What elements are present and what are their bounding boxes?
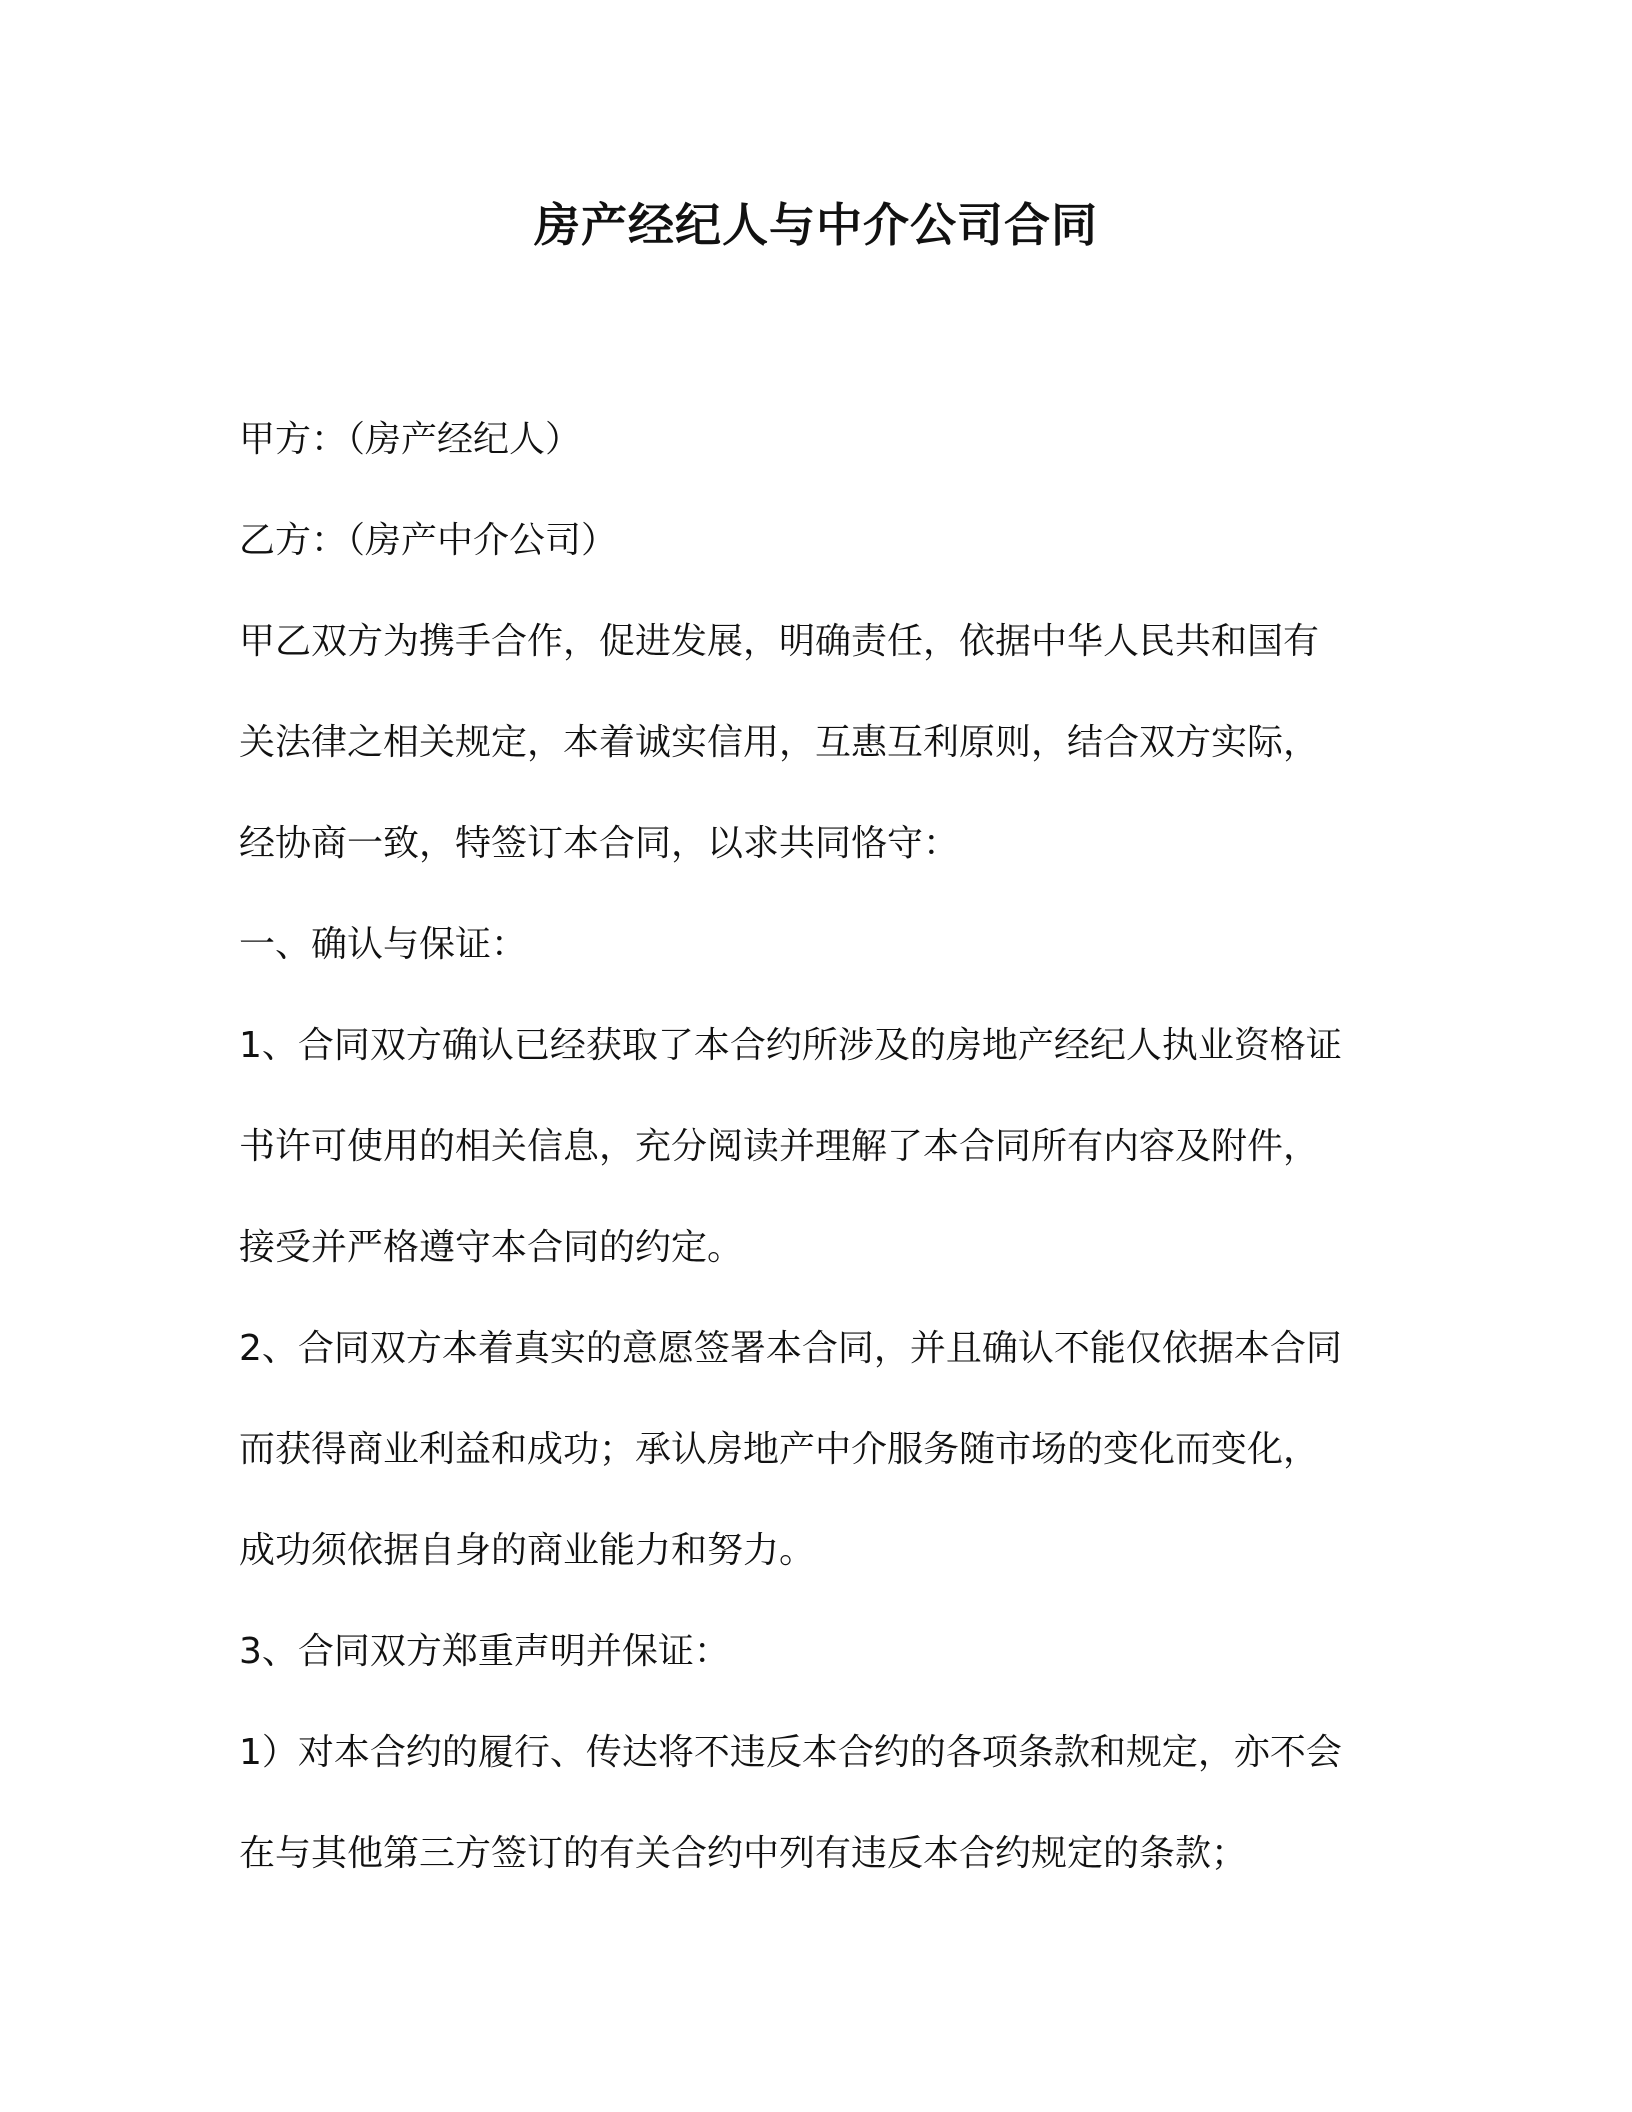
preamble-line-3: 经协商一致，特签订本合同，以求共同恪守： [239, 823, 960, 864]
clause-3-line-1: 3、合同双方郑重声明并保证： [239, 1631, 730, 1672]
clause-1-line-1: 1、合同双方确认已经获取了本合约所涉及的房地产经纪人执业资格证 [239, 1025, 1342, 1066]
preamble-line-2: 关法律之相关规定，本着诚实信用，互惠互利原则，结合双方实际， [239, 722, 1320, 763]
clause-2-line-1: 2、合同双方本着真实的意愿签署本合同，并且确认不能仅依据本合同 [239, 1328, 1342, 1369]
document-title: 房产经纪人与中介公司合同 [534, 198, 1098, 252]
section-heading-confirmation: 一、确认与保证： [239, 924, 528, 965]
clause-2-line-2: 而获得商业利益和成功；承认房地产中介服务随市场的变化而变化， [239, 1429, 1320, 1470]
clause-1-line-3: 接受并严格遵守本合同的约定。 [239, 1227, 744, 1268]
clause-1-line-2: 书许可使用的相关信息，充分阅读并理解了本合同所有内容及附件， [239, 1126, 1320, 1167]
preamble-line-1: 甲乙双方为携手合作，促进发展，明确责任，依据中华人民共和国有 [239, 621, 1320, 662]
clause-3-1-line-2: 在与其他第三方签订的有关合约中列有违反本合约规定的条款； [239, 1833, 1248, 1874]
clause-2-line-3: 成功须依据自身的商业能力和努力。 [239, 1530, 816, 1571]
clause-3-1-line-1: 1）对本合约的履行、传达将不违反本合约的各项条款和规定，亦不会 [239, 1732, 1342, 1773]
party-b-line: 乙方：（房产中介公司） [239, 520, 618, 561]
party-a-line: 甲方：（房产经纪人） [239, 419, 582, 460]
